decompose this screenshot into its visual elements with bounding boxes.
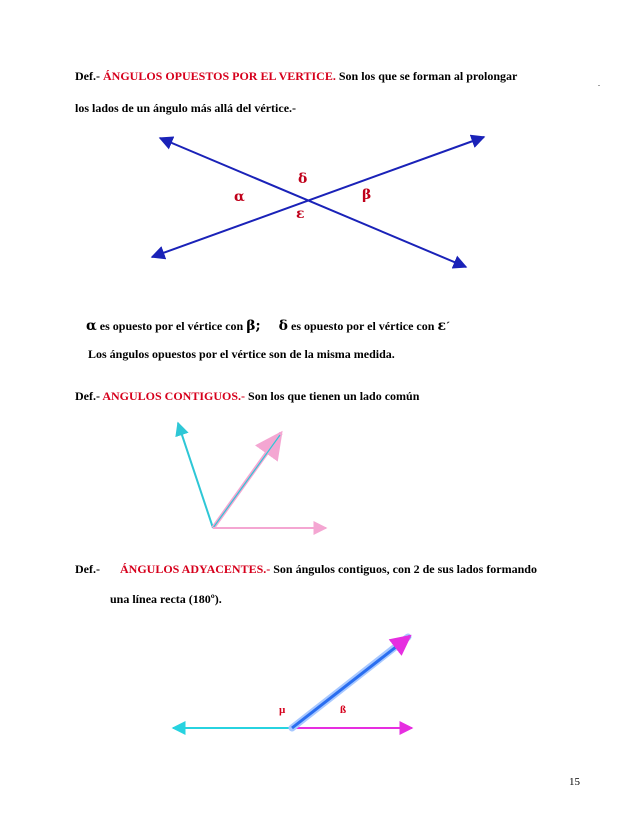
def1-text-line1: Son los que se forman al prolongar bbox=[338, 69, 518, 83]
fig1-label-alpha: α bbox=[234, 189, 245, 205]
def2-title: ANGULOS CONTIGUOS.- bbox=[102, 389, 246, 403]
fig1-label-delta: δ bbox=[298, 171, 308, 187]
def2-prefix: Def.- bbox=[75, 389, 100, 403]
fig3-blue-ray bbox=[292, 636, 410, 728]
fig1-label-beta: β bbox=[362, 187, 372, 203]
def3-prefix: Def.- bbox=[75, 562, 100, 576]
fig2-common-ray-cyan bbox=[213, 435, 280, 528]
def3-title: ÁNGULOS ADYACENTES.- bbox=[119, 562, 271, 576]
fig2-cyan-ray bbox=[178, 423, 213, 528]
stmt-part2: es opuesto por el vértice con bbox=[291, 319, 435, 333]
fig1-line-a bbox=[160, 138, 466, 267]
fig3-label-mu: µ bbox=[279, 704, 286, 716]
stmt-delta: δ bbox=[278, 318, 289, 334]
def3-text-line1: Son ángulos contiguos, con 2 de sus lados formando bbox=[273, 562, 537, 576]
def2-text: Son los que tienen un lado común bbox=[248, 389, 420, 403]
fig1-label-epsilon: ε bbox=[296, 206, 305, 222]
stmt-epsilon: ε bbox=[437, 318, 446, 334]
stmt-alpha: α bbox=[86, 318, 97, 334]
stray-mark: . bbox=[598, 79, 600, 88]
page-number: 15 bbox=[569, 776, 580, 788]
def3-text-line2: una línea recta (180º). bbox=[110, 592, 222, 606]
fig3-label-beta: ß bbox=[340, 704, 347, 716]
def1-prefix: Def.- bbox=[75, 69, 100, 83]
def1-text-line2: los lados de un ángulo más allá del vértice.- bbox=[75, 101, 297, 115]
stmt-tail: ´ bbox=[445, 319, 450, 333]
def1-title: ÁNGULOS OPUESTOS POR EL VERTICE. bbox=[102, 69, 336, 83]
stmt-beta: β; bbox=[246, 318, 261, 334]
stmt-part1: es opuesto por el vértice con bbox=[99, 319, 244, 333]
statement-same-measure: Los ángulos opuestos por el vértice son de la misma medida. bbox=[88, 347, 395, 361]
def3-line1 bbox=[75, 562, 537, 577]
statement-opposite bbox=[86, 318, 450, 334]
def2-line bbox=[75, 389, 419, 404]
